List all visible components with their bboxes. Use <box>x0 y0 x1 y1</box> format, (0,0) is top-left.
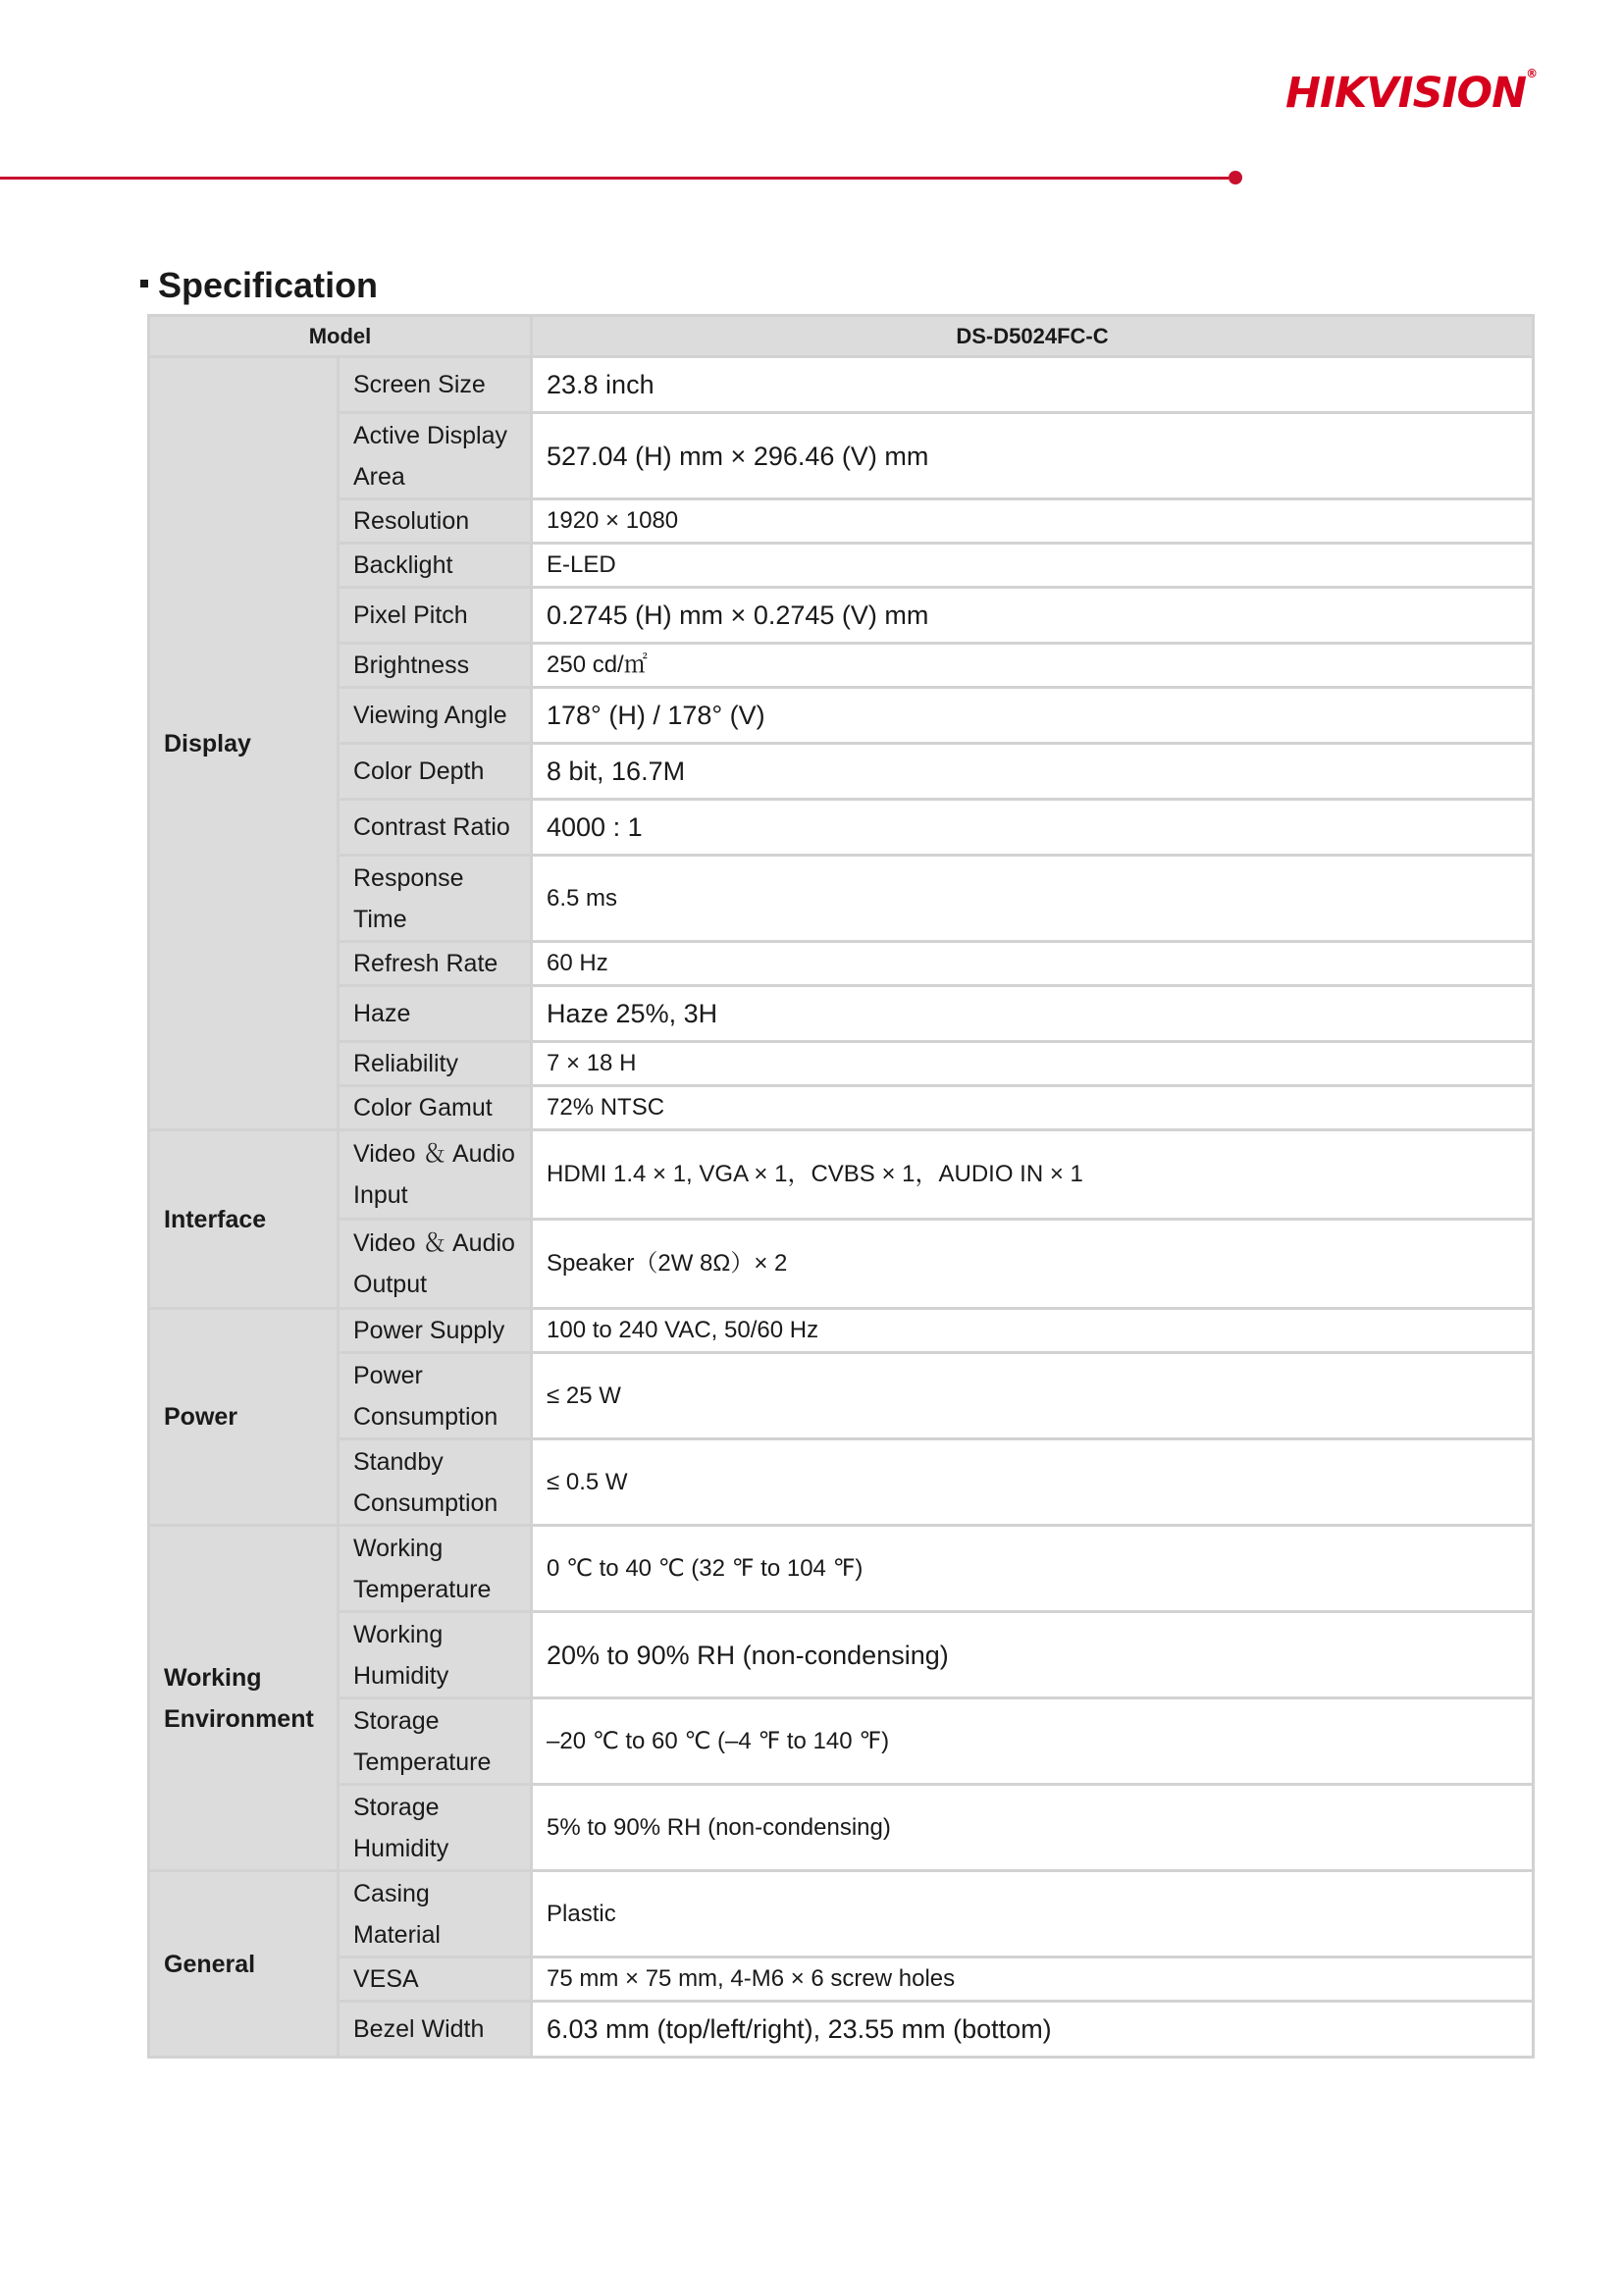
table-row <box>149 1698 1534 1785</box>
spec-label: Screen Size <box>339 357 532 413</box>
table-row <box>149 1309 1534 1353</box>
spec-value: 23.8 inch <box>532 357 1534 413</box>
table-row <box>149 357 1534 413</box>
spec-value: 6.5 ms <box>532 856 1534 942</box>
spec-value: –20 ℃ to 60 ℃ (–4 ℉ to 140 ℉) <box>532 1698 1534 1785</box>
table-row <box>149 856 1534 942</box>
table-header-row <box>149 316 1534 357</box>
category-interface: Interface <box>149 1130 339 1309</box>
table-row <box>149 1871 1534 1957</box>
spec-value: Haze 25%, 3H <box>532 986 1534 1042</box>
spec-value: E-LED <box>532 544 1534 588</box>
spec-label: Response Time <box>339 856 532 942</box>
table-row <box>149 942 1534 986</box>
section-title: Specification <box>158 265 379 305</box>
table-row <box>149 1612 1534 1698</box>
hikvision-logo <box>1285 69 1537 118</box>
spec-label: Brightness <box>339 644 532 688</box>
table-row <box>149 986 1534 1042</box>
table-row <box>149 688 1534 744</box>
table-row <box>149 499 1534 544</box>
spec-label: Video ＆ Audio Input <box>339 1130 532 1220</box>
spec-value: Plastic <box>532 1871 1534 1957</box>
model-value-header: DS-D5024FC-C <box>532 316 1534 357</box>
spec-label: Storage Humidity <box>339 1785 532 1871</box>
spec-value: 178° (H) / 178° (V) <box>532 688 1534 744</box>
spec-value: 72% NTSC <box>532 1086 1534 1130</box>
spec-value: 0.2745 (H) mm × 0.2745 (V) mm <box>532 588 1534 644</box>
spec-label: Active Display Area <box>339 413 532 499</box>
spec-table <box>147 314 1535 2059</box>
registered-mark: ® <box>1526 67 1538 80</box>
spec-label: Refresh Rate <box>339 942 532 986</box>
table-row <box>149 588 1534 644</box>
spec-value: 6.03 mm (top/left/right), 23.55 mm (bottom) <box>532 2002 1534 2058</box>
spec-label: Resolution <box>339 499 532 544</box>
spec-value: 0 ℃ to 40 ℃ (32 ℉ to 104 ℉) <box>532 1526 1534 1612</box>
spec-label: Reliability <box>339 1042 532 1086</box>
table-row <box>149 1220 1534 1309</box>
table-row <box>149 1526 1534 1612</box>
bullet-icon <box>140 280 148 287</box>
spec-value: Speaker（2W 8Ω）× 2 <box>532 1220 1534 1309</box>
spec-value: ≤ 25 W <box>532 1353 1534 1439</box>
spec-value: 4000 : 1 <box>532 800 1534 856</box>
category-working-environment: Working Environment <box>149 1526 339 1871</box>
table-row <box>149 413 1534 499</box>
table-row <box>149 744 1534 800</box>
spec-value: ≤ 0.5 W <box>532 1439 1534 1526</box>
spec-value: 527.04 (H) mm × 296.46 (V) mm <box>532 413 1534 499</box>
section-heading <box>140 265 378 306</box>
spec-value: 250 cd/㎡ <box>532 644 1534 688</box>
spec-label: Haze <box>339 986 532 1042</box>
spec-label: Bezel Width <box>339 2002 532 2058</box>
spec-label: Color Depth <box>339 744 532 800</box>
spec-label: Contrast Ratio <box>339 800 532 856</box>
spec-label: Power Consumption <box>339 1353 532 1439</box>
spec-value: 100 to 240 VAC, 50/60 Hz <box>532 1309 1534 1353</box>
logo-text: HIKVISION <box>1285 69 1527 118</box>
table-row <box>149 1042 1534 1086</box>
table-row <box>149 644 1534 688</box>
spec-value: 7 × 18 H <box>532 1042 1534 1086</box>
category-general: General <box>149 1871 339 2058</box>
spec-label: Working Humidity <box>339 1612 532 1698</box>
table-row <box>149 1785 1534 1871</box>
spec-label: VESA <box>339 1957 532 2002</box>
table-row <box>149 800 1534 856</box>
spec-label: Video ＆ Audio Output <box>339 1220 532 1309</box>
table-row <box>149 2002 1534 2058</box>
spec-label: Backlight <box>339 544 532 588</box>
spec-value: HDMI 1.4 × 1, VGA × 1，CVBS × 1，AUDIO IN × 1 <box>532 1130 1534 1220</box>
spec-label: Power Supply <box>339 1309 532 1353</box>
category-display: Display <box>149 357 339 1130</box>
model-header: Model <box>149 316 532 357</box>
header-rule-dot <box>1229 171 1242 184</box>
spec-value: 5% to 90% RH (non-condensing) <box>532 1785 1534 1871</box>
spec-label: Viewing Angle <box>339 688 532 744</box>
spec-label: Pixel Pitch <box>339 588 532 644</box>
spec-label: Storage Temperature <box>339 1698 532 1785</box>
table-row <box>149 1957 1534 2002</box>
spec-value: 1920 × 1080 <box>532 499 1534 544</box>
header-rule <box>0 177 1229 180</box>
spec-value: 8 bit, 16.7M <box>532 744 1534 800</box>
table-row <box>149 544 1534 588</box>
spec-label: Standby Consumption <box>339 1439 532 1526</box>
category-power: Power <box>149 1309 339 1526</box>
table-row <box>149 1439 1534 1526</box>
spec-label: Color Gamut <box>339 1086 532 1130</box>
spec-value: 75 mm × 75 mm, 4-M6 × 6 screw holes <box>532 1957 1534 2002</box>
spec-value: 60 Hz <box>532 942 1534 986</box>
spec-value: 20% to 90% RH (non-condensing) <box>532 1612 1534 1698</box>
table-row <box>149 1130 1534 1220</box>
spec-label: Casing Material <box>339 1871 532 1957</box>
table-row <box>149 1353 1534 1439</box>
table-row <box>149 1086 1534 1130</box>
spec-label: Working Temperature <box>339 1526 532 1612</box>
